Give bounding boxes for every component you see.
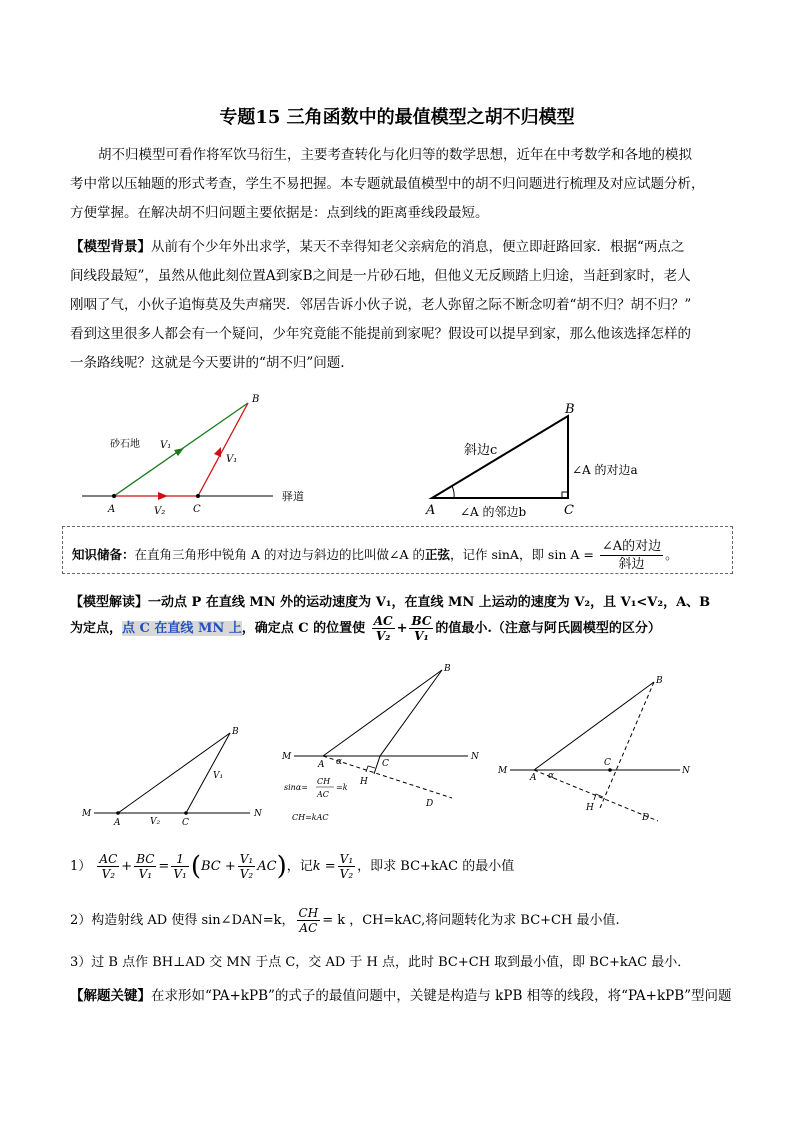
knowledge-end: 。 — [665, 547, 678, 562]
sin-k: =k — [336, 783, 348, 792]
knowledge-tag: 知识储备： — [72, 547, 135, 562]
step-1-text-2: ，即求 BC+kAC 的最小值 — [357, 859, 515, 874]
interpretation-text-2c: ，确定点 C 的位置使 — [241, 621, 366, 636]
label-A: A — [318, 760, 325, 770]
sine-numerator: ∠A的对边 — [601, 539, 662, 554]
k-def: k = — [312, 859, 336, 874]
label-M: M — [82, 809, 92, 819]
label-A: A — [426, 503, 436, 518]
interpretation-text-1: 一动点 P 在直线 MN 外的运动速度为 V₁，在直线 MN 上运动的速度为 V₂，且 V₁<V₂，A、B — [148, 595, 711, 610]
ch-kac: CH=kAC — [292, 813, 329, 822]
arrow-green — [174, 448, 184, 456]
label-C: C — [564, 503, 574, 518]
frac-BC-V1: $\frac{BC}{\text{V₁}}$ — [411, 614, 432, 643]
figure-gravel-road — [78, 390, 318, 520]
intro-line-3: 方便掌握。在解决胡不归问题主要依据是：点到线的距离垂线段最短。 — [70, 205, 489, 221]
step-2: 2）构造射线 AD 使得 sin∠DAN=k， $\frac{CH}{AC}$ = k ，CH=kAC,将问题转化为求 BC+CH 最小值. — [70, 906, 620, 935]
label-N: N — [254, 809, 262, 819]
step-1: 1） $\frac{AC}{\text{V₂}}$ + $\frac{BC}{\text{V₁}}$ = $\frac{1}{\text{V₁}}$ (BC + $\frac{\text{V₁}}{\text{V₂}}$ AC)，记k = $\frac{\text{V₁}}{\text{V₂}}$ ，即求 BC+kAC 的最小值 — [70, 851, 515, 882]
point-A — [112, 494, 116, 498]
interpretation-line-2 — [70, 614, 661, 643]
label-B: B — [656, 676, 663, 686]
sine-denominator: 斜边 — [618, 557, 645, 572]
seg-CB — [186, 733, 230, 813]
label-M: M — [498, 766, 508, 776]
label-B: B — [232, 727, 239, 737]
knowledge-text — [72, 538, 678, 573]
figure-model-basic — [80, 720, 280, 830]
figure-right-triangle — [420, 398, 680, 522]
key-tag: 【解题关键】 — [70, 988, 151, 1004]
figure-model-construction — [280, 660, 495, 830]
label-alpha: α — [548, 771, 555, 781]
key-text: 在求形如“PA+kPB”的式子的最值问题中，关键是构造与 kPB 相等的线段，将“PA+kPB”型问题 — [151, 988, 732, 1004]
sin-text: sinα= — [284, 783, 308, 792]
seg-CB — [380, 670, 442, 756]
interpretation-line-1 — [70, 588, 735, 617]
background-line-4: 看到这里很多人都会有一个疑问，少年究竟能不能提前到家呢？假设可以提早到家，那么他该选择怎样的 — [70, 326, 691, 342]
arrow-red-2 — [214, 447, 221, 457]
label-V2: V₂ — [150, 817, 161, 827]
label-hypotenuse: 斜边c — [464, 443, 498, 458]
point-C — [608, 768, 612, 772]
interpretation-tag: 【模型解读】 — [70, 595, 149, 610]
knowledge-term: 正弦 — [424, 547, 450, 562]
seg-AB — [323, 670, 442, 756]
sine-fraction — [600, 538, 663, 573]
triangle — [432, 416, 568, 498]
eq-sign: = — [158, 859, 170, 874]
label-D: D — [426, 799, 434, 809]
point-C — [184, 811, 188, 815]
label-V1-green: V₁ — [160, 440, 172, 451]
label-C: C — [604, 758, 611, 768]
label-M: M — [282, 752, 292, 762]
label-V1: V₁ — [213, 771, 224, 781]
label-C: C — [182, 818, 189, 828]
inner-a: BC + — [200, 859, 236, 874]
frac-AC-V2: $\frac{AC}{\text{V₂}}$ — [373, 614, 393, 643]
label-H: H — [586, 803, 594, 813]
label-V2: V₂ — [154, 506, 166, 517]
step-2-text-b: = k ，CH=kAC,将问题转化为求 BC+CH 最小值. — [322, 913, 620, 928]
label-gravel: 砂石地 — [110, 439, 140, 450]
step-1-prefix: 1） — [70, 859, 92, 874]
point-A — [116, 811, 120, 815]
background-line-2: 间线段最短”，虽然从他此刻位置A到家B之间是一片砂石地，但他义无反顾踏上归途，当赶到家时，老人 — [70, 268, 691, 284]
seg-CH — [374, 756, 380, 774]
background-line-5: 一条路线呢？这就是今天要讲的“胡不归”问题. — [70, 355, 345, 371]
label-N: N — [682, 766, 690, 776]
right-angle-H — [594, 794, 603, 800]
label-adjacent: ∠A 的邻边b — [460, 505, 527, 519]
point-C — [196, 494, 200, 498]
background-tag: 【模型背景】 — [70, 239, 151, 255]
label-H: H — [360, 777, 368, 787]
label-road: 驿道 — [282, 490, 304, 503]
interpretation-highlight: 点 C 在直线 MN 上 — [122, 621, 242, 636]
sin-den: AC — [317, 790, 329, 799]
plus-sign: + — [396, 621, 408, 636]
label-D: D — [642, 813, 650, 823]
seg-BH — [600, 682, 654, 808]
background-line-1 — [70, 233, 735, 262]
page-title: 专题15 三角函数中的最值模型之胡不归模型 — [219, 107, 575, 128]
label-alpha: α — [336, 757, 343, 767]
label-C: C — [193, 504, 201, 515]
label-A: A — [108, 504, 116, 515]
arrow-red-1 — [158, 492, 168, 500]
label-A: A — [114, 818, 121, 828]
path-CB — [198, 403, 248, 496]
background-line-3: 刚咽了气，小伙子追悔莫及失声痛哭．邻居告诉小伙子说，老人弥留之际不断念叨着“胡不归？胡不归？” — [70, 297, 692, 313]
sin-num: CH — [317, 777, 331, 786]
seg-AB — [534, 682, 654, 770]
label-N: N — [471, 752, 479, 762]
figure-model-solution — [496, 670, 696, 830]
label-C: C — [382, 759, 389, 769]
label-V1-red: V₁ — [226, 454, 238, 465]
label-B: B — [252, 394, 260, 405]
step-1-text-1: ，记 — [286, 859, 313, 874]
key-line — [70, 982, 735, 1011]
interpretation-text-2a: 为定点， — [70, 621, 123, 636]
label-B: B — [565, 402, 575, 417]
label-A: A — [530, 773, 537, 783]
step-3: 3）过 B 点作 BH⊥AD 交 MN 于点 C，交 AD 于 H 点，此时 BC+CH 取到最小值，即 BC+kAC 最小． — [70, 955, 691, 970]
intro-line-1: 胡不归模型可看作将军饮马衍生，主要考查转化与化归等的数学思想，近年在中考数学和各地的模拟 — [98, 147, 692, 163]
inner-b: AC — [257, 859, 277, 874]
label-B: B — [444, 664, 451, 674]
angle-A-arc — [452, 486, 454, 498]
knowledge-text-2: ，记作 sinA，即 sin A = — [449, 547, 594, 562]
intro-line-2: 考中常以压轴题的形式考查，学生不易把握。本专题就最值模型中的胡不归问题进行梳理及对应试题分析， — [70, 176, 705, 192]
step-2-text-a: 2）构造射线 AD 使得 sin∠DAN=k， — [70, 913, 295, 928]
knowledge-text-1: 在直角三角形中锐角 A 的对边与斜边的比叫做∠A 的 — [134, 547, 425, 562]
interpretation-text-2d: 的值最小.（注意与阿氏圆模型的区分） — [435, 621, 661, 636]
background-text-1: 从前有个少年外出求学，某天不幸得知老父亲病危的消息，便立即赶路回家．根据“两点之 — [151, 239, 685, 255]
label-opposite: ∠A 的对边a — [572, 463, 638, 477]
